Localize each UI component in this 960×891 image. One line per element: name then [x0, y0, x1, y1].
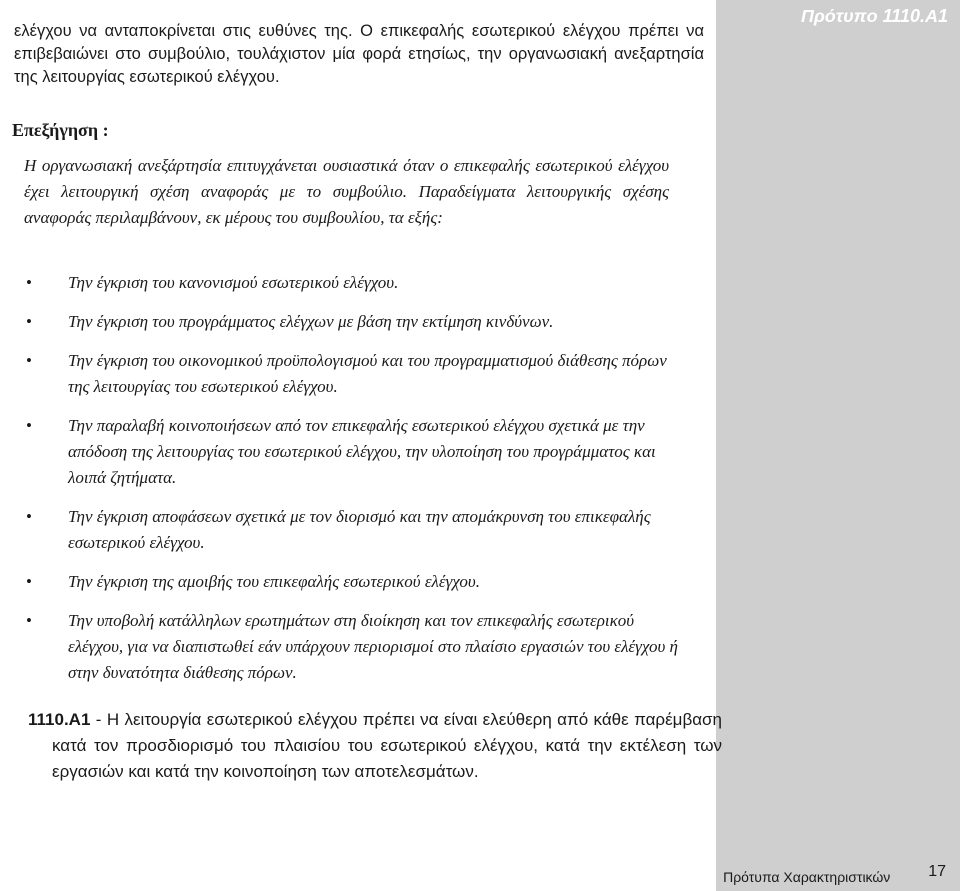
list-item-text: Την έγκριση του οικονομικού προϋπολογισμού και του προγραμματισμού διάθεσης πόρων της λειτουργίας του εσωτερικού ελέγχου.: [68, 351, 667, 396]
list-item-text: Την έγκριση της αμοιβής του επικεφαλής εσωτερικού ελέγχου.: [68, 572, 480, 591]
standard-code: 1110.Α1: [28, 710, 91, 729]
bullet-icon: •: [26, 611, 32, 630]
standard-paragraph: [28, 707, 722, 785]
list-item: [24, 608, 684, 686]
page-number: 17: [928, 863, 946, 880]
explanation-heading: Επεξήγηση :: [12, 120, 109, 140]
bullet-icon: •: [26, 273, 32, 292]
intro-paragraph: ελέγχου να ανταποκρίνεται στις ευθύνες της. Ο επικεφαλής εσωτερικού ελέγχου πρέπει να επιβεβαιώνει στο συμβούλιο, τουλάχιστον μία φορά ετησίως, την οργανωσιακή ανεξαρτησία της λειτουργίας εσωτερικού ελέγχου.: [14, 22, 704, 86]
bullet-icon: •: [26, 351, 32, 370]
list-item: [24, 413, 684, 491]
standard-text: - Η λειτουργία εσωτερικού ελέγχου πρέπει να είναι ελεύθερη από κάθε παρέμβαση κατά τον προσδιορισμό του πλαισίου του εσωτερικού ελέγχου, κατά την εκτέλεση των εργασιών και κατά την κοινοποίηση των αποτελεσμάτων.: [52, 710, 722, 781]
list-item: [24, 569, 684, 595]
page-footer: [723, 863, 946, 887]
bullet-list: [24, 270, 684, 699]
bullet-icon: •: [26, 312, 32, 331]
footer-label: Πρότυπα Χαρακτηριστικών: [723, 869, 891, 885]
list-item: [24, 504, 684, 556]
list-item: [24, 348, 684, 400]
list-item-text: Την υποβολή κατάλληλων ερωτημάτων στη διοίκηση και τον επικεφαλής εσωτερικού ελέγχου, για να διαπιστωθεί εάν υπάρχουν περιορισμοί στο πλαίσιο εργασιών του ελέγχου ή στην δυνατότητα διάθεσης πόρων.: [68, 611, 678, 682]
side-panel: [716, 0, 960, 891]
bullet-icon: •: [26, 416, 32, 435]
bullet-icon: •: [26, 572, 32, 591]
list-item: [24, 270, 684, 296]
list-item-text: Την έγκριση του κανονισμού εσωτερικού ελέγχου.: [68, 273, 399, 292]
standard-title: Πρότυπο 1110.Α1: [800, 6, 948, 26]
list-item-text: Την έγκριση αποφάσεων σχετικά με τον διορισμό και την απομάκρυνση του επικεφαλής εσωτερικού ελέγχου.: [68, 507, 651, 552]
bullet-icon: •: [26, 507, 32, 526]
list-item-text: Την παραλαβή κοινοποιήσεων από τον επικεφαλής εσωτερικού ελέγχου σχετικά με την απόδοση της λειτουργίας του εσωτερικού ελέγχου, την υλοποίηση του προγράμματος και λοιπά ζητήματα.: [68, 416, 656, 487]
explanation-body: Η οργανωσιακή ανεξάρτησία επιτυγχάνεται ουσιαστικά όταν ο επικεφαλής εσωτερικού ελέγχου έχει λειτουργική σχέση αναφοράς με το συμβούλιο. Παραδείγματα λειτουργικής σχέσης αναφοράς περιλαμβάνουν, εκ μέρους του συμβουλίου, τα εξής:: [24, 156, 669, 227]
list-item-text: Την έγκριση του προγράμματος ελέγχων με βάση την εκτίμηση κινδύνων.: [68, 312, 554, 331]
list-item: [24, 309, 684, 335]
